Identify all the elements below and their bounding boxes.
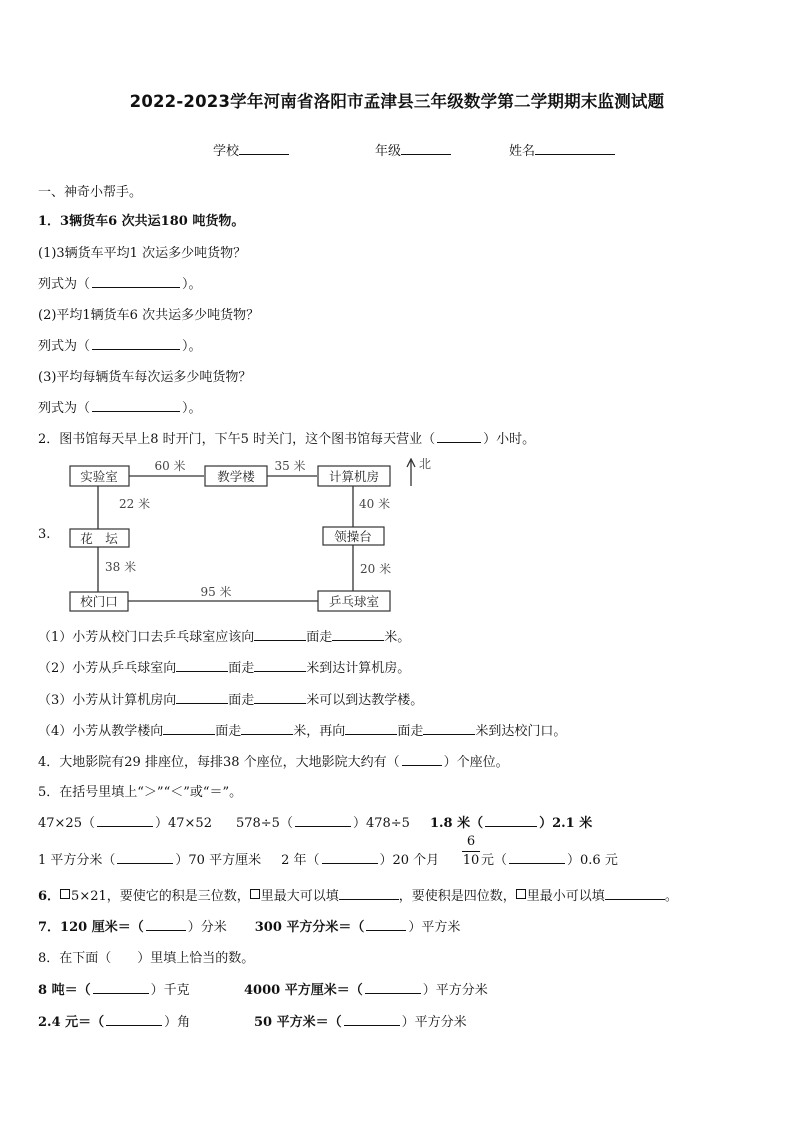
- answer-blank[interactable]: [93, 981, 149, 994]
- q8-row2-right: 50 平方米＝（ ）平方分米: [254, 1015, 467, 1030]
- q1-part1-answer: 列式为（ ）。: [38, 277, 202, 292]
- name-label: 姓名: [509, 144, 536, 159]
- box-icon: [60, 889, 70, 899]
- fraction-six-tenths: 6 10: [462, 834, 480, 868]
- campus-map-svg: [68, 458, 448, 618]
- campus-map: [68, 458, 448, 618]
- answer-blank[interactable]: [366, 918, 406, 931]
- distance-label: 22 米: [119, 497, 151, 511]
- name-blank[interactable]: [535, 142, 615, 155]
- answer-blank[interactable]: [339, 887, 399, 900]
- school-blank[interactable]: [239, 142, 289, 155]
- node-teaching-building: 教学楼: [217, 469, 255, 484]
- answer-blank[interactable]: [254, 628, 306, 641]
- distance-label: 40 米: [359, 497, 391, 511]
- answer-blank[interactable]: [163, 722, 215, 735]
- grade-blank[interactable]: [401, 142, 451, 155]
- q3-number: 3.: [38, 527, 51, 542]
- north-label: 北: [419, 458, 432, 471]
- q5-row2-right: 元（ ）0.6 元: [481, 853, 618, 868]
- answer-blank[interactable]: [97, 814, 153, 827]
- answer-blank[interactable]: [345, 722, 397, 735]
- answer-blank[interactable]: [605, 887, 665, 900]
- answer-blank[interactable]: [241, 722, 293, 735]
- node-table-tennis-room: 乒乓球室: [328, 594, 380, 609]
- school-label: 学校: [213, 144, 240, 159]
- q5-stem: 5．在括号里填上“＞”“＜”或“＝”。: [38, 785, 243, 800]
- answer-blank[interactable]: [322, 851, 378, 864]
- distance-label: 60 米: [154, 459, 186, 473]
- answer-blank[interactable]: [295, 814, 351, 827]
- q8-row2-left: 2.4 元＝（ ）角: [38, 1015, 191, 1030]
- node-lab: 实验室: [80, 469, 118, 484]
- page-title: 2022-2023学年河南省洛阳市孟津县三年级数学第二学期期末监测试题: [129, 92, 665, 111]
- q8-row1-left: 8 吨＝（ ）千克: [38, 983, 190, 998]
- answer-blank[interactable]: [332, 628, 384, 641]
- answer-blank[interactable]: [437, 430, 481, 443]
- answer-blank[interactable]: [117, 851, 173, 864]
- node-school-gate: 校门口: [80, 594, 118, 609]
- answer-blank[interactable]: [344, 1013, 400, 1026]
- q5-row1: 47×25（ ）47×52 578÷5（ ）478÷5 1.8 米（ ）2.1 米: [38, 816, 593, 831]
- distance-label: 35 米: [274, 459, 306, 473]
- answer-blank[interactable]: [254, 659, 306, 672]
- section-heading: 一、神奇小帮手。: [38, 185, 143, 200]
- answer-blank[interactable]: [92, 275, 180, 288]
- answer-blank[interactable]: [146, 918, 186, 931]
- grade-label: 年级: [375, 144, 402, 159]
- name-field[interactable]: [509, 140, 615, 159]
- answer-blank[interactable]: [402, 753, 442, 766]
- q1-part3: (3)平均每辆货车每次运多少吨货物？: [38, 370, 252, 385]
- q3-sub4: （4）小芳从教学楼向 面走 米，再向 面走 米到达校门口。: [38, 724, 567, 739]
- q1-stem: 1．3辆货车6 次共运180 吨货物。: [38, 214, 245, 229]
- box-icon: [250, 889, 260, 899]
- box-icon: [516, 889, 526, 899]
- answer-blank[interactable]: [485, 814, 537, 827]
- distance-label: 95 米: [200, 585, 232, 599]
- answer-blank[interactable]: [365, 981, 421, 994]
- distance-label: 38 米: [105, 560, 137, 574]
- node-computer-room: 计算机房: [328, 469, 380, 484]
- answer-blank[interactable]: [509, 851, 565, 864]
- q6-line: 6． 5×21，要使它的积是三位数， 里最大可以填 ，要使积是四位数， 里最小可以填 。: [38, 889, 678, 904]
- grade-field[interactable]: [375, 140, 451, 159]
- q7-line: 7．120 厘米＝（ ）分米 300 平方分米＝（ ）平方米: [38, 920, 461, 935]
- q4-line: 4．大地影院有29 排座位，每排38 个座位，大地影院大约有（ ）个座位。: [38, 755, 509, 770]
- answer-blank[interactable]: [254, 691, 306, 704]
- q8-row1-right: 4000 平方厘米＝（ ）平方分米: [244, 983, 488, 998]
- q8-stem: 8．在下面（ ）里填上恰当的数。: [38, 951, 255, 966]
- node-podium: 领操台: [334, 529, 372, 544]
- distance-label: 20 米: [360, 562, 392, 576]
- answer-blank[interactable]: [176, 691, 228, 704]
- answer-blank[interactable]: [92, 337, 180, 350]
- answer-blank[interactable]: [92, 399, 180, 412]
- answer-blank[interactable]: [423, 722, 475, 735]
- q1-part1: (1)3辆货车平均1 次运多少吨货物？: [38, 246, 247, 261]
- q3-sub3: （3）小芳从计算机房向 面走 米可以到达教学楼。: [38, 693, 424, 708]
- q3-sub2: （2）小芳从乒乓球室向 面走 米到达计算机房。: [38, 661, 411, 676]
- q1-part3-answer: 列式为（ ）。: [38, 401, 202, 416]
- q5-row2-left: 1 平方分米（ ）70 平方厘米 2 年（ ）20 个月: [38, 853, 440, 868]
- answer-blank[interactable]: [176, 659, 228, 672]
- answer-blank[interactable]: [106, 1013, 162, 1026]
- q1-part2-answer: 列式为（ ）。: [38, 339, 202, 354]
- q2-line: 2．图书馆每天早上8 时开门，下午5 时关门，这个图书馆每天营业（ ）小时。: [38, 432, 536, 447]
- node-flower-bed: 花 坛: [80, 531, 118, 546]
- q3-sub1: （1）小芳从校门口去乒乓球室应该向 面走 米。: [38, 630, 411, 645]
- school-field[interactable]: [213, 140, 289, 159]
- q1-part2: (2)平均1辆货车6 次共运多少吨货物？: [38, 308, 260, 323]
